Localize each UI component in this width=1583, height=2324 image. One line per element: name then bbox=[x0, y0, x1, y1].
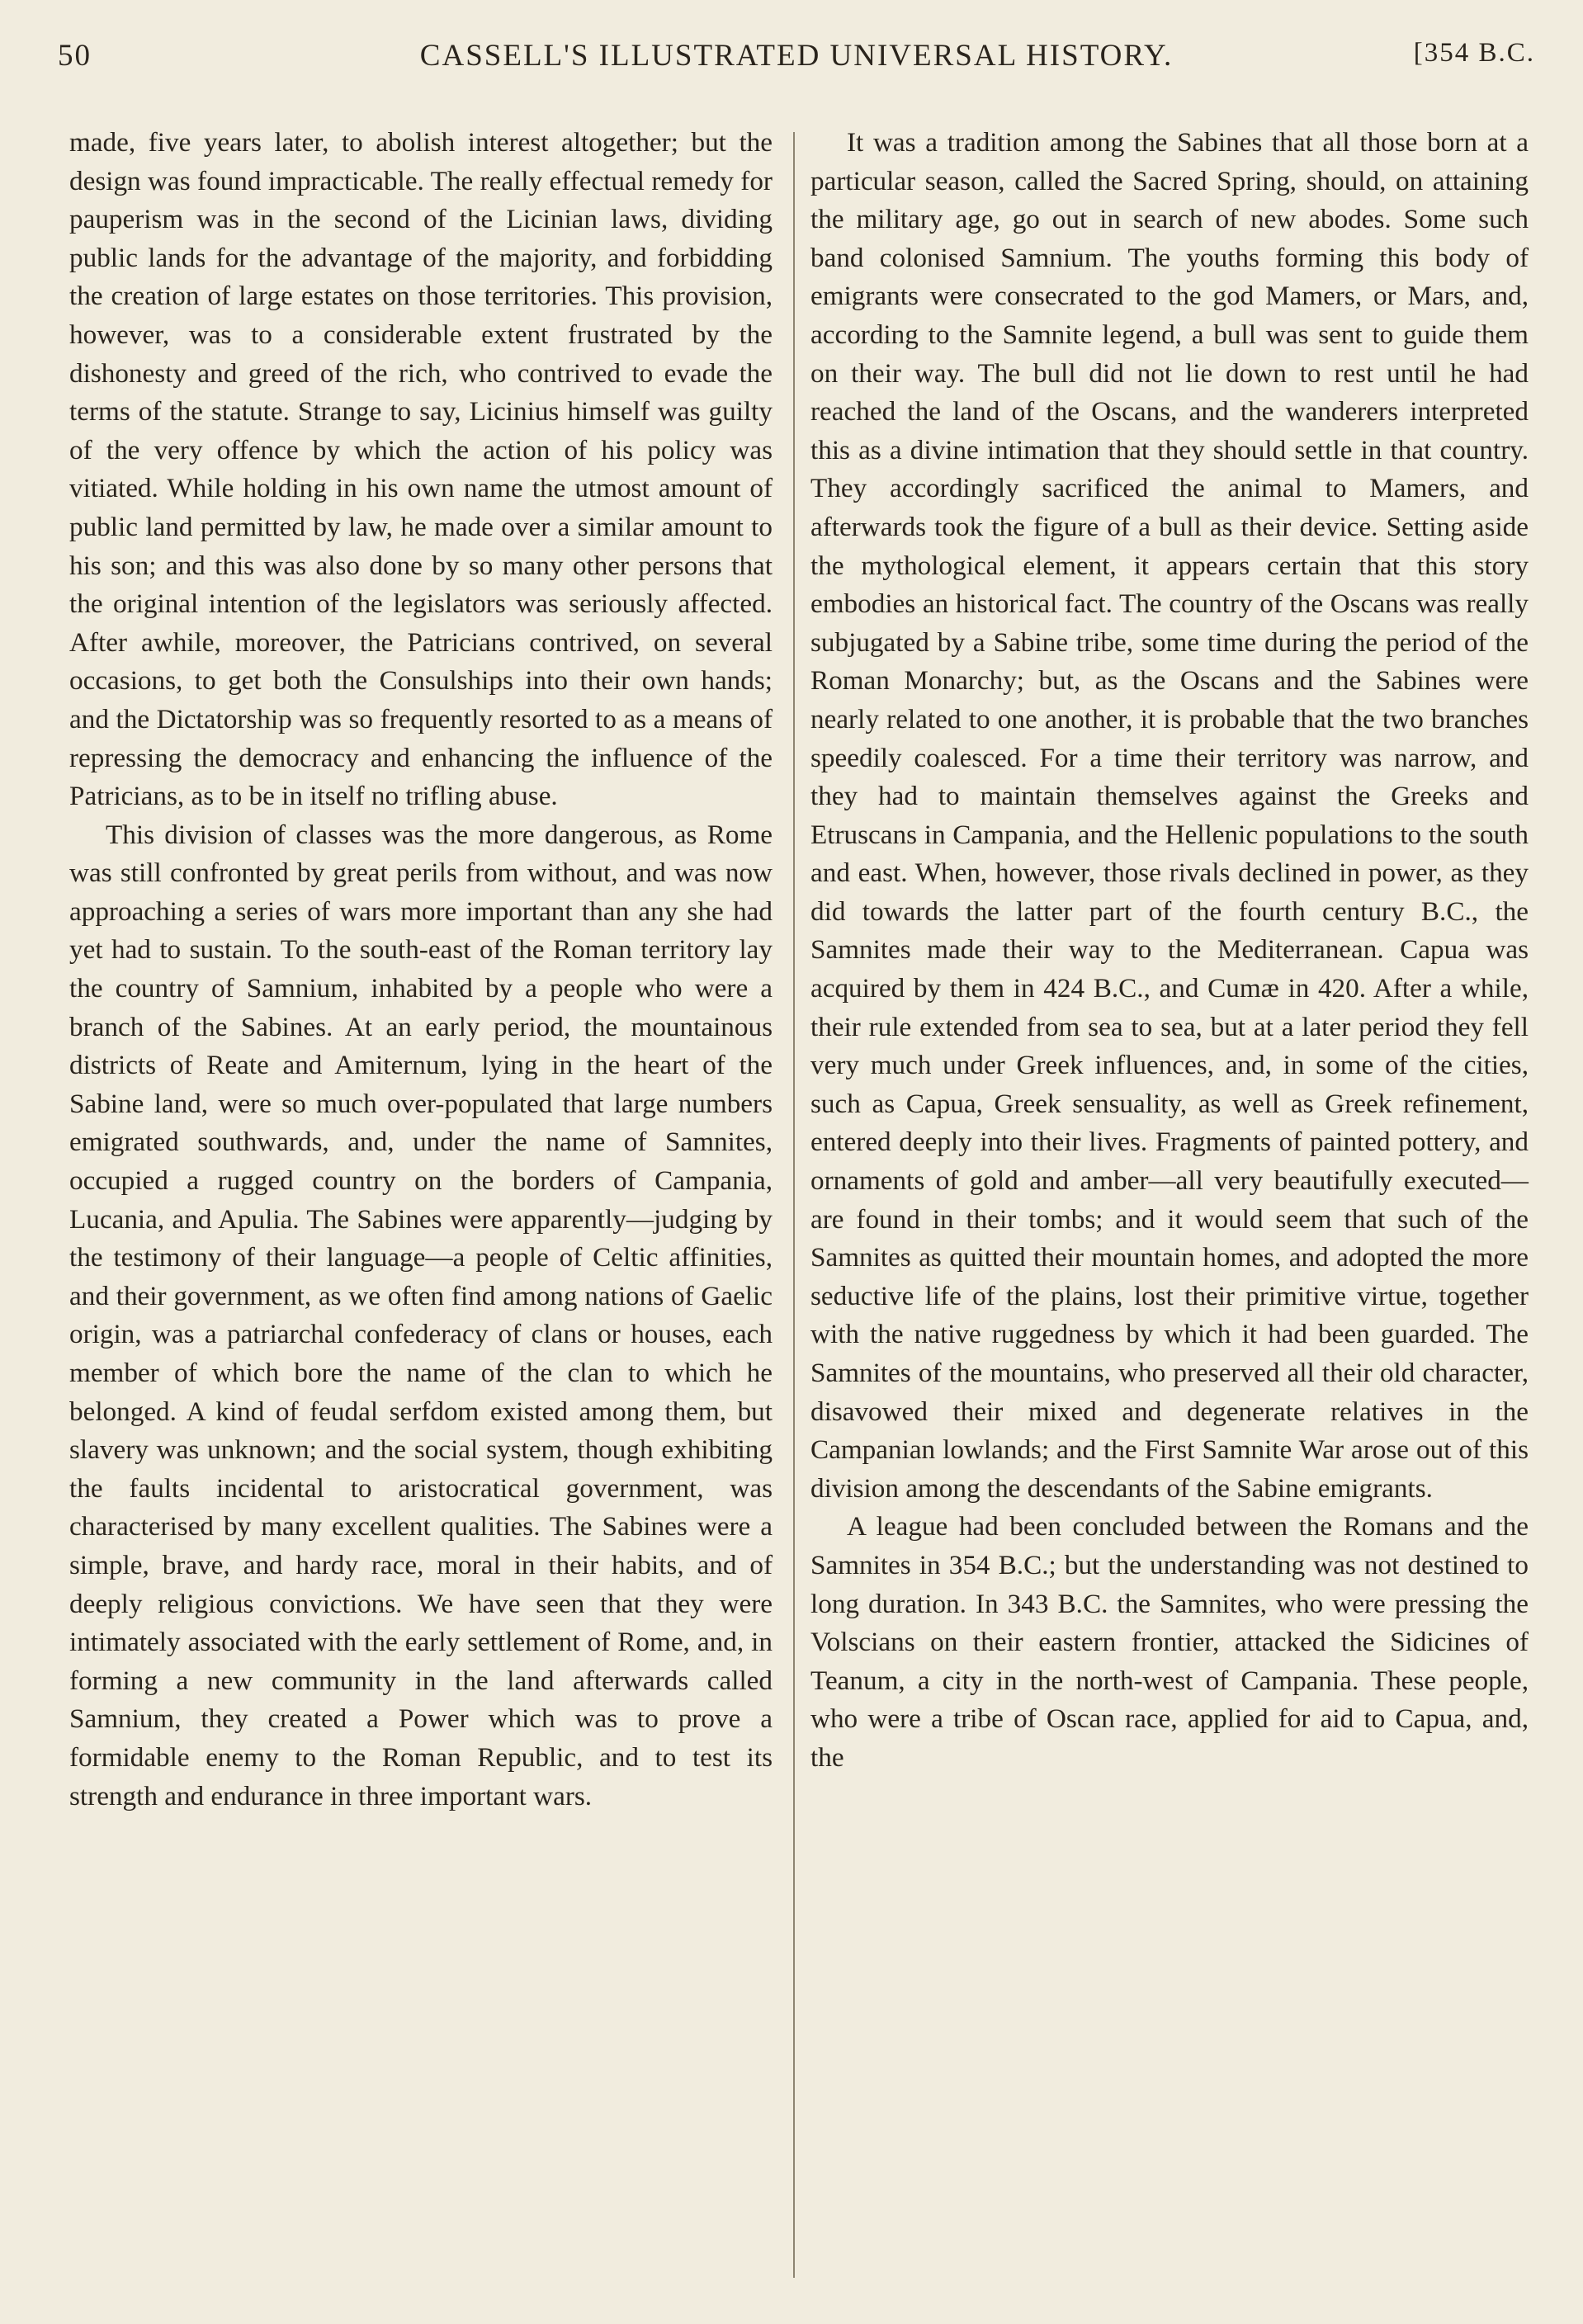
column-divider bbox=[793, 132, 795, 2278]
running-title: CASSELL'S ILLUSTRATED UNIVERSAL HISTORY. bbox=[419, 39, 1174, 73]
date-reference: [354 B.C. bbox=[1413, 38, 1535, 68]
right-paragraph-2: A league had been concluded between the Romans and the Samnites in 354 B.C.; but the understanding was not destined to long duration. In 343 B.C. the Samnites, who were pressing the Volscians on their eastern frontier, attacked the Sidicines of Teanum, a city in the north-west of Campania. These people, who were a tribe of Oscan race, applied for aid to Capua, and, the bbox=[810, 1511, 1529, 1773]
right-column bbox=[810, 124, 1529, 2286]
left-paragraph-2: This division of classes was the more dangerous, as Rome was still confronted by great perils from without, and was now approaching a series of wars more important than any she had yet had to sustain. To the south-east of the Roman territory lay the country of Samnium, inhabited by a people who were a branch of the Sabines. At an early period, the mountainous districts of Reate and Amiternum, lying in the heart of the Sabine land, were so much over-populated that large numbers emigrated southwards, and, under the name of Samnites, occupied a rugged country on the borders of Campania, Lucania, and Apulia. The Sabines were apparently—judging by the testimony of their language—a people of Celtic affinities, and their government, as we often find among nations of Gaelic origin, was a patriarchal confederacy of clans or houses, each member of which bore the name of the clan to which he belonged. A kind of feudal serfdom existed among them, but slavery was unknown; and the social system, though exhibiting the faults incidental to aristocratical government, was characterised by many excellent qualities. The Sabines were a simple, brave, and hardy race, moral in their habits, and of deeply religious convictions. We have seen that they were intimately associated with the early settlement of Rome, and, in forming a new community in the land afterwards called Samnium, they created a Power which was to prove a formidable enemy to the Roman Republic, and to test its strength and endurance in three important wars. bbox=[69, 819, 773, 1811]
page-number: 50 bbox=[58, 39, 92, 73]
page-header bbox=[58, 38, 1535, 87]
left-column bbox=[69, 124, 773, 2286]
left-paragraph-1: made, five years later, to abolish interest altogether; but the design was found impracticable. The really effectual remedy for pauperism was in the second of the Licinian laws, dividing public lands for the advantage of the majority, and forbidding the creation of large estates on those territories. This provision, however, was to a considerable extent frustrated by the dishonesty and greed of the rich, who contrived to evade the terms of the statute. Strange to say, Licinius himself was guilty of the very offence by which the action of his policy was vitiated. While holding in his own name the utmost amount of public land permitted by law, he made over a similar amount to his son; and this was also done by so many other persons that the original intention of the legislators was seriously affected. After awhile, moreover, the Patricians contrived, on several occasions, to get both the Consulships into their own hands; and the Dictatorship was so frequently resorted to as a means of repressing the democracy and enhancing the influence of the Patricians, as to be in itself no trifling abuse. bbox=[69, 127, 773, 812]
right-paragraph-1: It was a tradition among the Sabines that all those born at a particular season, called the Sacred Spring, should, on attaining the military age, go out in search of new abodes. Some such band colonised Samnium. The youths forming this body of emigrants were consecrated to the god Mamers, or Mars, and, according to the Samnite legend, a bull was sent to guide them on their way. The bull did not lie down to rest until he had reached the land of the Oscans, and the wanderers interpreted this as a divine intimation that they should settle in that country. They accordingly sacrificed the animal to Mamers, and afterwards took the figure of a bull as their device. Setting aside the mythological element, it appears certain that this story embodies an historical fact. The country of the Oscans was really subjugated by a Sabine tribe, some time during the period of the Roman Monarchy; but, as the Oscans and the Sabines were nearly related to one another, it is probable that the two branches speedily coalesced. For a time their territory was narrow, and they had to maintain themselves against the Greeks and Etruscans in Campania, and the Hellenic populations to the south and east. When, however, those rivals declined in power, as they did towards the latter part of the fourth century B.C., the Samnites made their way to the Mediterranean. Capua was acquired by them in 424 B.C., and Cumæ in 420. After a while, their rule extended from sea to sea, but at a later period they fell very much under Greek influences, and, in some of the cities, such as Capua, Greek sensuality, as well as Greek refinement, entered deeply into their lives. Fragments of painted pottery, and ornaments of gold and amber—all very beautifully executed—are found in their tombs; and it would seem that such of the Samnites as quitted their mountain homes, and adopted the more seductive life of the plains, lost their primitive virtue, together with the native ruggedness by which it had been guarded. The Samnites of the mountains, who preserved all their old character, disavowed their mixed and degenerate relatives in the Campanian lowlands; and the First Samnite War arose out of this division among the descendants of the Sabine emigrants. bbox=[810, 127, 1529, 1504]
